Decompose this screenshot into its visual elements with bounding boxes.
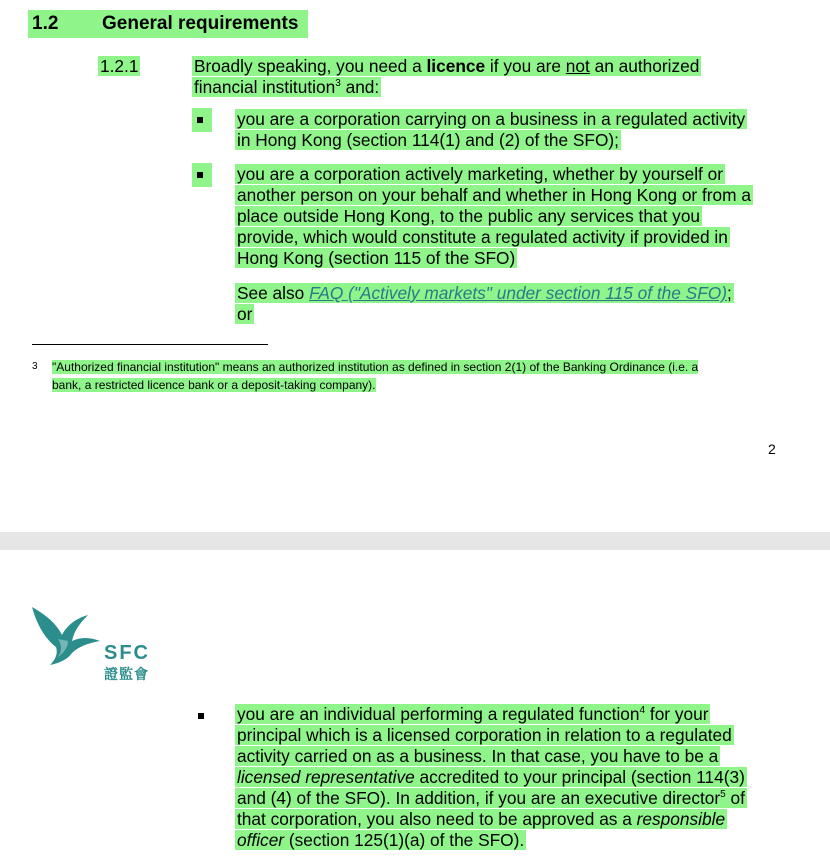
section-title: General requirements: [102, 13, 299, 34]
sfc-logo-chinese: 證監會: [104, 666, 149, 682]
bullet-marker: [198, 713, 204, 719]
bullet-marker: [197, 172, 203, 178]
paragraph-1-2-1: [192, 56, 732, 98]
sfc-eagle-logo-icon: [28, 605, 108, 669]
sfc-logo-text: SFC: [104, 642, 150, 664]
bullet-item-1: you are a corporation carrying on a business in a regulated activity in Hong Kong (section 114(1) and (2) of the SFO);: [237, 109, 746, 150]
footnote-separator: [32, 344, 268, 345]
paragraph-line: Broadly speaking, you need a licence if you are not an authorized: [194, 56, 700, 76]
paragraph-number: 1.2.1: [100, 56, 139, 76]
faq-link[interactable]: FAQ ("Actively markets" under section 115 of the SFO): [309, 283, 727, 303]
paragraph-line: financial institution$^3$ and:: [194, 77, 380, 97]
page-number: 2: [768, 441, 776, 457]
bullet-item-2: you are a corporation actively marketing, whether by yourself or another person on your behalf and whether in Hong Kong or from a place outside Hong Kong, to the public any services that you provide, which would constitute a regulated activity if provided in Hong Kong (section 115 of the SFO): [237, 164, 751, 268]
footnote-mark: 3: [32, 361, 38, 372]
page-separator: [0, 532, 830, 550]
see-also: See also FAQ ("Actively markets" under section 115 of the SFO); or: [237, 283, 732, 324]
footnote-3: 3 "Authorized financial institution" means an authorized institution as defined in section 2(1) of the Banking Ordinance (i.e. a bank, a restricted licence bank or a deposit-taking company).: [32, 360, 699, 392]
bullet-marker: [197, 117, 203, 123]
footnote-ref: 3: [335, 78, 341, 90]
bullet-item-3: you are an individual performing a regulated function$^4$ for your principal which is a licensed corporation in relation to a regulated activity carried on as a business. In that case, you have to be a licensed representative accredited to your principal (section 114(3) and (4) of the SFO). In addition, if you are an executive director$^5$ of that corporation, you also need to be approved as a responsible officer (section 125(1)(a) of the SFO).: [237, 704, 745, 850]
section-number: 1.2: [32, 13, 59, 34]
